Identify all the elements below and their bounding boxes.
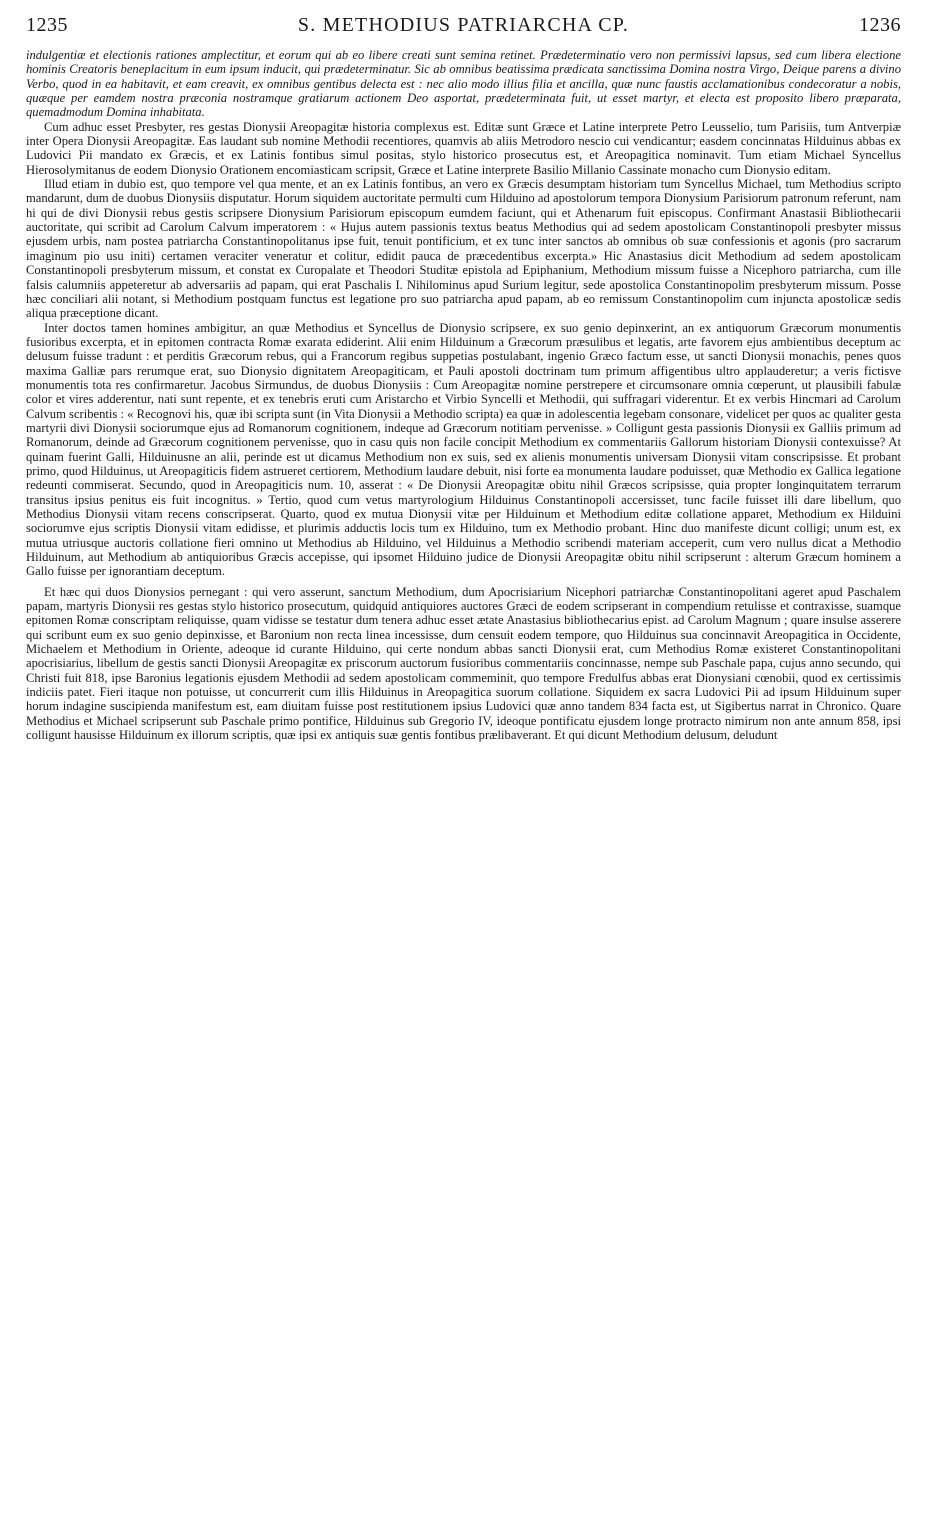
paragraph-1: indulgentiæ et electionis rationes amplectitur, et eorum qui ab eo libere creati sunt semina retinet. Prædeterminatio vero non permissivi lapsus, sed cum libera electione hominis Creatoris beneplacitum in eum ipsum inducit, qui prædeterminatur. Sic ab omnibus beatissima prædicata sanctissima Domina nostra Virgo, Deique parens a divino Verbo, quod in ea habitavit, et eam creavit, ex omnibus gentibus delecta est : nec alio modo illius filia et ancilla, quæ nunc faustis acclamationibus condecoratur a nobis, quæque per eamdem nostra præconia nostramque gratiarum actionem Deo asportat, prædeterminata fuit, ut esset martyr, et electa est proposito libero præparata, quemadmodum Domina inhabitata.: [26, 48, 901, 120]
running-title: S. METHODIUS PATRIARCHA CP.: [297, 14, 630, 36]
paragraph-4: Inter doctos tamen homines ambigitur, an quæ Methodius et Syncellus de Dionysio scripsere, ex suo genio depinxerint, an ex antiquorum Græcorum monumentis fusioribus excerpta, et in epitomen contracta Romæ exarata ediderint. Alii enim Hilduinum a Græcorum præsulibus et legatis, arte favorem ejus ambientibus deceptum ac delusum fuisse tradunt : et perditis Græcorum rebus, qui a Francorum regibus suppetias postulabant, ingenio Græco factum esse, ut sancti Dionysii monachis, penes quos maxima Galliæ pars rerumque erat, suo Dionysio dignitatem Areopagiticam, et Pauli apostoli doctrinam tum primum affigentibus ultro applauderetur; a veris fictisve monumentis tota res confirmaretur. Jacobus Sirmundus, de duobus Dionysiis : Cum Areopagitæ nomine perstrepere et circumsonare omnia cœperunt, ut plausibili fabulæ color et vires adderentur, nati sunt repente, et ex tenebris eruti cum Aristarcho et Virbio Syncelli et Methodii, qui suffragari viderentur. Et ex verbis Hincmari ad Carolum Calvum scribentis : « Recognovi his, quæ ibi scripta sunt (in Vita Dionysii a Methodio scripta) ea quæ in adolescentia legebam consonare, videlicet per quos ac qualiter gesta martyrii divi Dionysii sociorumque ejus ad Romanorum cognitionem, indeque ad Græcorum notitiam pervenisse. » Colligunt gesta passionis Dionysii ex Galliis primum ad Romanorum, deinde ad Græcorum cognitionem pervenisse, quo in casu quis non facile concipit Methodium ex commentariis Gallorum historiam Dionysii contexuisse? At quinam fuerint Galli, Hilduinusne an alii, perinde est ut dicamus Methodium non ex suis, sed ex alienis monumentis universam Dionysii vitam conscripsisse. Et probant primo, quod Hilduinus, ut Areopagiticis fidem astrueret certiorem, Methodium laudare debuit, nisi forte ea monumenta laudare poduisset, quæ Methodio ex Gallica legatione redeunti commiserat. Secundo, quod in Areopagiticis num. 10, asserat : « De Dionysii Areopagitæ obitu nihil Græcos scripsisse, quia propter longinquitatem terrarum transitus ipsius penitus eis fuit incognitus. » Tertio, quod cum vetus martyrologium Hilduinus Constantinopoli accersisset, tunc facile fuisset illi dare libellum, quo Methodius Dionysii vitam recens conscripserat. Quarto, quod ex mutua Dionysii vitæ per Hilduinum et Methodium editæ collatione apparet, Methodium ex Hilduini sociorumve ejus scriptis Dionysii vitam edidisse, et plurimis adductis locis tum ex Hilduino, tum ex Methodio probant. Hinc duo manifeste dicunt colligi; unum est, ex mutua utriusque auctoris collatione fieri omnino ut Methodius ab Hilduino, vel Hilduinus a Methodio scribendi materiam acceperit, cum vero nullus dicat a Methodio Hilduinum, aut Methodium ab antiquioribus Græcis accepisse, qui ipsomet Hilduino judice de Dionysii Areopagitæ obitu nihil scripserunt : alterum Græcum hominem a Gallo fuisse per ignorantiam deceptum.: [26, 320, 901, 579]
paragraph-3: Illud etiam in dubio est, quo tempore vel qua mente, et an ex Latinis fontibus, an vero ex Græcis desumptam historiam tum Syncellus Michael, tum Methodius scripto mandarunt, dum de duobus Dionysiis disputatur. Horum siquidem auctoritate permulti cum Hilduino ad apostolorum tempora Dionysium Parisiorum patronum referunt, nam hi qui de divi Dionysii rebus gestis scripsere Dionysium Parisiorum episcopum eumdem faciunt, qui et Athenarum fuit episcopus. Confirmant Anastasii Bibliothecarii auctoritate, qui scribit ad Carolum Calvum imperatorem : « Hujus autem passionis textus beatus Methodius qui ad sedem apostolicam Constantinopoli presbyter missus ejusdem urbis, nam postea patriarcha Constantinopolitanus ipse fuit, tenuit pontificium, et ex tunc inter sanctos ab omnibus ob suæ confessionis et agonis (pro sacrarum imaginum pio usu initi) certamen veraciter veneratur et colitur, edidit pauca de præcedentibus excerpta.» Hic Anastasius dicit Methodium ad sedem apostolicam Constantinopoli presbyterum missum, et constat ex Curopalate et Theodori Studitæ epistola ad Epiphanium, Methodium missum fuisse a Nicephoro patriarcha, cum ille falsis calumniis appeteretur ab adversariis ad papam, qui erat Paschalis I. Nihilominus apud Surium legitur, sede apostolica Constantinopolim presbyterum missum. Posse hæc conciliari alii notant, si Methodium postquam functus est legatione pro suo patriarcha apud papam, ab eo remissum Constantinopolim cum injuncta apostolicæ sedis aliqua præceptione dicant.: [26, 177, 901, 321]
body-text: [26, 48, 901, 743]
page-number-right: 1236: [859, 14, 901, 36]
paragraph-5: Et hæc qui duos Dionysios pernegant : qui vero asserunt, sanctum Methodium, dum Apocrisiarium Nicephori patriarchæ Constantinopolitani ageret apud Paschalem papam, martyris Dionysii res gestas stylo historico prosecutum, quidquid antiquiores auctores Græci de eodem scripserant in compendium retulisse et contraxisse, suamque epitomen Romæ conscriptam reliquisse, quam vidisse se testatur dum tenera adhuc esset ætate Anastasius bibliothecarius epist. ad Carolum Magnum ; quare insulse asserere qui scribunt eum ex suo genio depinxisse, et Baronium non recta linea incessisse, dum censuit eodem tempore, quo Hilduinus sua concinnavit Areopagitica in Occidente, Michaelem et Methodium in Oriente, adeoque id curante Hilduino, qui certe nondum abbas sancti Dionysii erat, cum Methodius Romæ existeret Constantinopolitani apocrisiarius, libellum de gestis sancti Dionysii Areopagitæ ex priscorum auctorum fusioribus commentariis concinnasse, nempe sub Paschale papa, cujus anno secundo, qui Christi fuit 818, ipse Baronius legationis ejusdem Methodii ad sedem apostolicam commeminit, quo tempore Fredulfus abbas erat Dionysiani cœnobii, quod ex certissimis indiciis patet. Fieri itaque non potuisse, ut concurrerit cum illis Hilduinus in Areopagitica suorum collatione. Siquidem ex sacra Ludovici Pii ad ipsum Hilduinum super horum indagine suscipienda manifestum est, eam diuitam fuisse post restitutionem ipsius Ludovici quæ anno tandem 834 facta est, ut Sigibertus narrat in Chronico. Quare Methodius et Michael scripserunt sub Paschale primo pontifice, Hilduinus sub Gregorio IV, ideoque pontificatu ejusdem longe protracto nimirum non ante annum 858, ipsi colligunt hausisse Hilduinum ex illorum scriptis, quæ ipsi ex antiquis suæ gentis fontibus prælibaverant. Et qui dicunt Methodium delusum, deludunt: [26, 584, 901, 743]
page-number-left: 1235: [26, 14, 68, 36]
paragraph-2: Cum adhuc esset Presbyter, res gestas Dionysii Areopagitæ historia complexus est. Editæ sunt Græce et Latine interprete Petro Leusselio, tum Parisiis, tum Antverpiæ inter Opera Dionysii Areopagitæ. Eas laudant sub nomine Methodii recentiores, quamvis ab aliis Metrodoro nescio cui vendicantur; easdem concinnatas Hilduinus abbas ex Ludovici Pii mandato ex Græcis, et ex Latinis fontibus simul positas, stylo historico prosecutus est, et Areopagitica nominavit. Tum etiam Michael Syncellus Hierosolymitanus de eodem Dionysio Orationem encomiasticam scripsit, Græce et Latine interprete Basilio Millanio Cassinate monacho cum Dionysio editam.: [26, 119, 901, 177]
running-header: [26, 14, 901, 48]
